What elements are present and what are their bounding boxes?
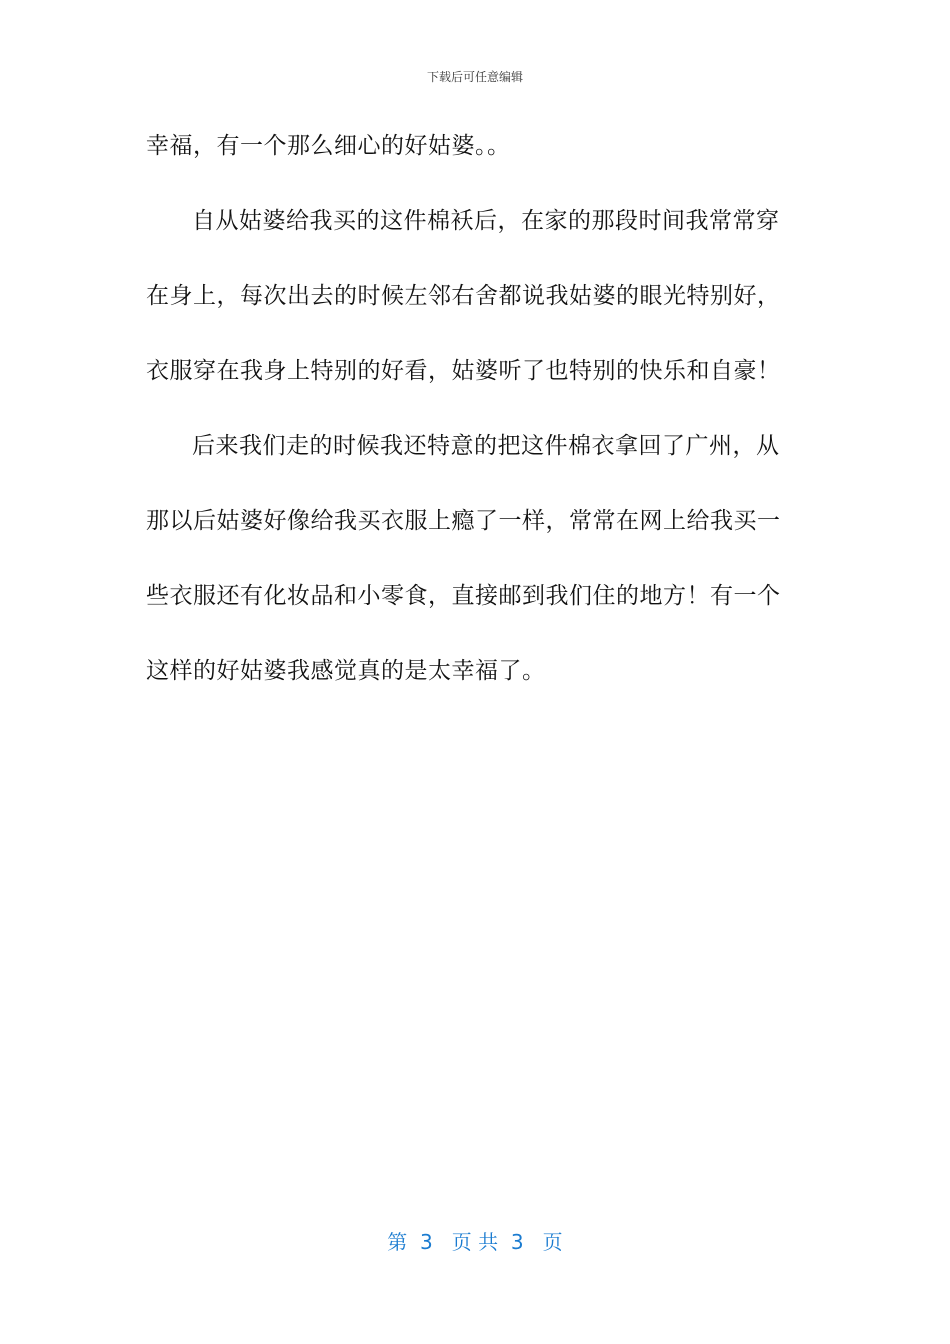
text-line: 幸福，有一个那么细心的好姑婆。。 (146, 133, 511, 159)
text-line: 在身上，每次出去的时候左邻右舍都说我姑婆的眼光特别好， (146, 283, 781, 309)
text-line: 后来我们走的时候我还特意的把这件棉衣拿回了广州，从 (192, 433, 780, 459)
text-line: 那以后姑婆好像给我买衣服上瘾了一样，常常在网上给我买一 (146, 508, 781, 534)
text-line: 自从姑婆给我买的这件棉袄后，在家的那段时间我常常穿 (192, 208, 780, 234)
document-body (146, 122, 796, 722)
page-number: 第 3 页 共 3 页 (387, 1230, 563, 1254)
header-note: 下载后可任意编辑 (426, 70, 523, 84)
text-line: 这样的好姑婆我感觉真的是太幸福了。 (146, 658, 546, 684)
text-line: 些衣服还有化妆品和小零食，直接邮到我们住的地方！有一个 (146, 583, 781, 609)
text-line: 衣服穿在我身上特别的好看，姑婆听了也特别的快乐和自豪！ (146, 358, 781, 384)
